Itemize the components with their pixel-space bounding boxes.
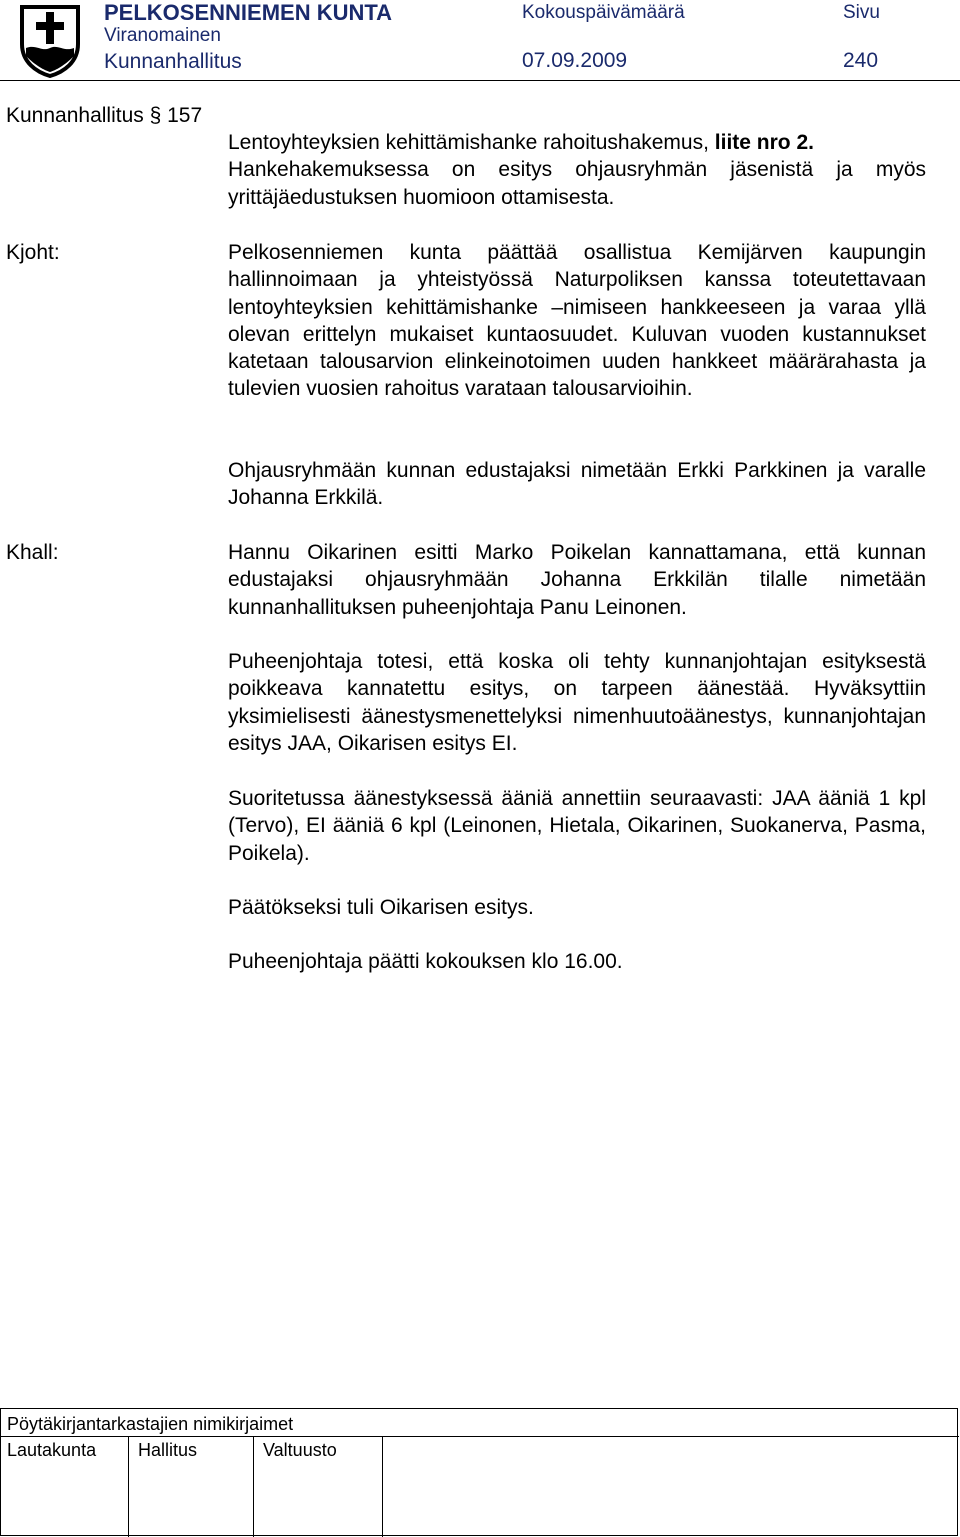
signature-initials-table xyxy=(0,1408,958,1536)
signature-col-divider-1 xyxy=(128,1437,129,1537)
date-label: Kokouspäivämäärä xyxy=(522,2,685,23)
signature-col-divider-3 xyxy=(382,1437,383,1537)
attachment-reference: liite nro 2. xyxy=(714,131,814,154)
signature-col-lautakunta: Lautakunta xyxy=(7,1440,97,1460)
decision-paragraph-5: Puheenjohtaja päätti kokouksen klo 16.00. xyxy=(228,950,623,973)
meeting-date: 07.09.2009 xyxy=(522,49,628,72)
department-name: Viranomainen xyxy=(104,25,221,46)
organization-name: PELKOSENNIEMEN KUNTA xyxy=(104,0,393,25)
proposal-paragraph-1: Pelkosenniemen kunta päättää osallistua Kemijärven kaupungin hallinnoimaan ja yhteistyössä Naturpoliksen kanssa toteutettavaan lentoyhteyksien kehittämishanke –nimiseen hankkeeseen ja varaa yllä olevan erittelyn mukaiset kuntaosuudet. Kuluvan vuoden kustannukset katetaan talousarvion elinkeinotoimen uuden hankkeet määrärahasta ja tulevien vuosien rahoitus varataan talousarvioihin. xyxy=(228,241,926,401)
signature-col-divider-2 xyxy=(253,1437,254,1537)
board-name: Kunnanhallitus xyxy=(104,50,242,73)
intro-paragraph xyxy=(228,129,926,211)
page-number: 240 xyxy=(843,49,879,72)
decision-paragraph-3: Suoritetussa äänestyksessä ääniä annettiin seuraavasti: JAA ääniä 1 kpl (Tervo), EI ääniä 6 kpl (Leinonen, Hietala, Oikarinen, Suokanerva, Pasma, Poikela). xyxy=(228,787,926,865)
coat-of-arms-icon xyxy=(18,4,82,78)
section-heading: Kunnanhallitus § 157 xyxy=(6,104,203,127)
signature-col-hallitus: Hallitus xyxy=(138,1440,198,1460)
decision-label: Khall: xyxy=(6,541,59,564)
header-divider xyxy=(0,80,960,81)
signature-table-divider xyxy=(1,1436,959,1437)
intro-title: Lentoyhteyksien kehittämishanke rahoitushakemus, xyxy=(228,131,715,154)
decision-paragraph-4: Päätökseksi tuli Oikarisen esitys. xyxy=(228,896,534,919)
decision-paragraph-2: Puheenjohtaja totesi, että koska oli tehty kunnanjohtajan esityksestä poikkeava kannatettu esitys, on tarpeen äänestää. Hyväksyttiin yksimielisesti äänestysmenettelyksi nimenhuutoäänestys, kunnanjohtajan esitys JAA, Oikarisen esitys EI. xyxy=(228,650,926,755)
proposal-label: Kjoht: xyxy=(6,241,60,264)
page-label: Sivu xyxy=(843,2,880,23)
proposal-paragraph-2: Ohjausryhmään kunnan edustajaksi nimetään Erkki Parkkinen ja varalle Johanna Erkkilä. xyxy=(228,459,926,510)
signature-col-valtuusto: Valtuusto xyxy=(263,1440,337,1460)
intro-text: Hankehakemuksessa on esitys ohjausryhmän jäsenistä ja myös yrittäjäedustuksen huomioon ottamisesta. xyxy=(228,158,926,209)
decision-paragraph-1: Hannu Oikarinen esitti Marko Poikelan kannattamana, että kunnan edustajaksi ohjausryhmään Johanna Erkkilän tilalle nimetään kunnanhallituksen puheenjohtaja Panu Leinonen. xyxy=(228,541,926,619)
signature-table-title: Pöytäkirjantarkastajien nimikirjaimet xyxy=(7,1414,294,1434)
